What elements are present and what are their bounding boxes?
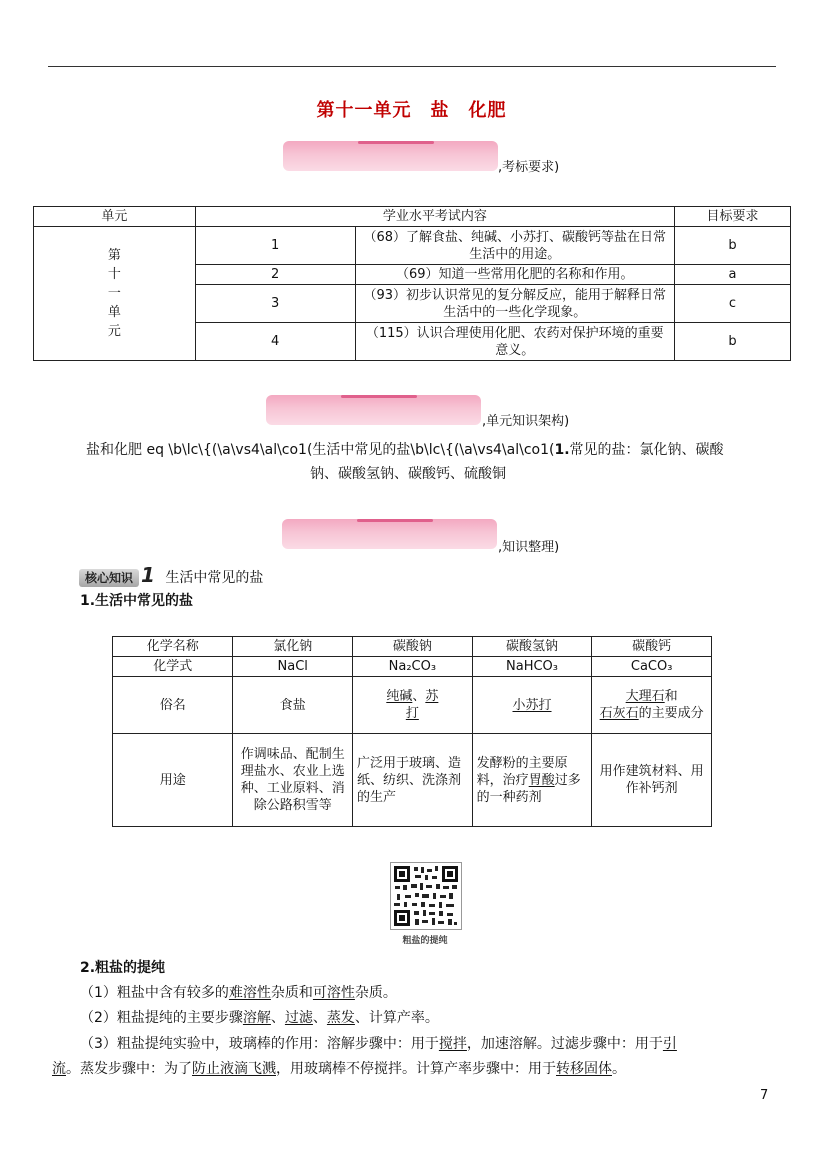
qr-code[interactable] — [390, 862, 462, 930]
blank-answer: 打 — [405, 706, 419, 721]
framework-num: 1. — [554, 442, 570, 458]
connector: 的主要成分 — [638, 706, 704, 721]
row-content: （69）知道一些常用化肥的名称和作用。 — [355, 265, 674, 285]
text: 杂质和 — [270, 985, 313, 1001]
unit-cell: 第 十 一 单 元 — [34, 227, 196, 361]
framework-line-2: 钠、碳酸氢钠、碳酸钙、硫酸铜 — [310, 466, 506, 482]
separator: 、 — [412, 689, 426, 704]
banner-label-framework: ,单元知识架构) — [482, 414, 570, 429]
section-banner-framework — [266, 395, 481, 425]
blank-answer: 难溶性 — [228, 985, 271, 1001]
blank-answer: 纯碱 — [386, 689, 413, 704]
row-number: 1 — [195, 227, 355, 265]
row-head-name: 化学名称 — [113, 637, 233, 657]
standards-table — [33, 206, 791, 361]
salt-common-name — [472, 677, 592, 734]
section-banner-knowledge — [282, 519, 497, 549]
salt-common-name — [353, 677, 473, 734]
salt-name: 碳酸钠 — [353, 637, 473, 657]
text: （1）粗盐中含有较多的 — [80, 985, 229, 1001]
blank-answer: 过滤 — [284, 1010, 313, 1026]
row-head-use: 用途 — [113, 734, 233, 827]
salt-formula: NaCl — [233, 657, 353, 677]
banner-label-standards: ,考标要求) — [498, 160, 560, 175]
text: 、计算产率。 — [354, 1010, 439, 1026]
blank-answer: 大理石 — [625, 689, 665, 704]
row-head-formula: 化学式 — [113, 657, 233, 677]
section-1-title: 1.生活中常见的盐 — [80, 593, 194, 609]
text: 。 — [612, 1061, 626, 1077]
row-number: 3 — [195, 285, 355, 323]
text: （3）粗盐提纯实验中，玻璃棒的作用：溶解步骤中：用于 — [80, 1036, 439, 1052]
paragraph-glass-rod-2 — [52, 1056, 626, 1082]
header-rule — [48, 66, 776, 67]
qr-caption: 粗盐的提纯 — [402, 936, 448, 946]
blank-answer: 转移固体 — [556, 1061, 612, 1077]
blank-answer: 可溶性 — [312, 985, 355, 1001]
connector: 和 — [664, 689, 678, 704]
text: ，用玻璃棒不停搅拌。计算产率步骤中：用于 — [276, 1061, 556, 1077]
row-content: （115）认识合理使用化肥、农药对保护环境的重要意义。 — [355, 323, 674, 361]
row-content: （93）初步认识常见的复分解反应，能用于解释日常生活中的一些化学现象。 — [355, 285, 674, 323]
row-head-common-name: 俗名 — [113, 677, 233, 734]
core-knowledge-title: 生活中常见的盐 — [165, 570, 264, 586]
row-content: （68）了解食盐、纯碱、小苏打、碳酸钙等盐在日常生活中的用途。 — [355, 227, 674, 265]
header-requirement: 目标要求 — [674, 207, 790, 227]
salt-formula: NaHCO₃ — [472, 657, 592, 677]
blank-answer: 溶解 — [242, 1010, 271, 1026]
separator: 、 — [270, 1010, 285, 1026]
framework-text: 常见的盐：氯化钠、碳酸 — [569, 442, 724, 458]
row-number: 4 — [195, 323, 355, 361]
salt-formula: CaCO₃ — [592, 657, 712, 677]
salt-common-name: 食盐 — [233, 677, 353, 734]
text: 杂质。 — [354, 985, 397, 1001]
text: ，加速溶解。过滤步骤中：用于 — [466, 1036, 663, 1052]
banner-label-knowledge: ,知识整理) — [498, 540, 560, 555]
page-number: 7 — [760, 1088, 769, 1103]
row-requirement: a — [674, 265, 790, 285]
page-title: 第十一单元 盐 化肥 — [316, 100, 507, 121]
blank-answer: 苏 — [425, 689, 439, 704]
core-knowledge-badge: 核心知识 — [79, 569, 139, 587]
header-content: 学业水平考试内容 — [195, 207, 674, 227]
core-knowledge-number: 1 — [141, 563, 155, 587]
paragraph-glass-rod-1 — [80, 1031, 677, 1057]
framework-eq: 盐和化肥 eq \b\lc\{(\a\vs4\al\co1(生活中常见的盐\b\lc\{(\a\vs4\al\co1( — [86, 442, 555, 458]
qr-code-icon — [391, 863, 461, 929]
salt-formula: Na₂CO₃ — [353, 657, 473, 677]
salt-name: 碳酸钙 — [592, 637, 712, 657]
section-banner-standards — [283, 141, 498, 171]
blank-answer: 小苏打 — [512, 697, 552, 713]
blank-answer: 防止液滴飞溅 — [192, 1061, 276, 1077]
use-text: 过多的一种药剂 — [476, 772, 581, 805]
salt-name: 碳酸氢钠 — [472, 637, 592, 657]
blank-answer: 石灰石 — [599, 706, 639, 721]
blank-answer: 搅拌 — [438, 1036, 467, 1052]
framework-line-1 — [86, 437, 786, 463]
row-number: 2 — [195, 265, 355, 285]
blank-answer: 流 — [52, 1061, 66, 1077]
section-2-title: 2.粗盐的提纯 — [80, 960, 166, 976]
salt-common-name — [592, 677, 712, 734]
row-requirement: c — [674, 285, 790, 323]
blank-answer: 胃酸 — [528, 772, 555, 788]
salt-use: 用作建筑材料、用作补钙剂 — [592, 734, 712, 827]
row-requirement: b — [674, 323, 790, 361]
header-unit: 单元 — [34, 207, 196, 227]
row-requirement: b — [674, 227, 790, 265]
paragraph-steps — [80, 1005, 439, 1031]
core-knowledge-heading — [79, 563, 263, 587]
salt-use — [472, 734, 592, 827]
salt-name: 氯化钠 — [233, 637, 353, 657]
separator: 、 — [312, 1010, 327, 1026]
use-text: 发酵粉的主要原料，治疗 — [476, 755, 568, 788]
salt-use: 广泛用于玻璃、造纸、纺织、洗涤剂的生产 — [353, 734, 473, 827]
blank-answer: 蒸发 — [326, 1010, 355, 1026]
common-salts-table — [112, 636, 712, 827]
text: 。蒸发步骤中：为了 — [66, 1061, 192, 1077]
text: （2）粗盐提纯的主要步骤 — [80, 1010, 243, 1026]
paragraph-impurities — [80, 980, 397, 1006]
blank-answer: 引 — [662, 1036, 677, 1052]
salt-use: 作调味品、配制生理盐水、农业上选种、工业原料、消除公路积雪等 — [233, 734, 353, 827]
